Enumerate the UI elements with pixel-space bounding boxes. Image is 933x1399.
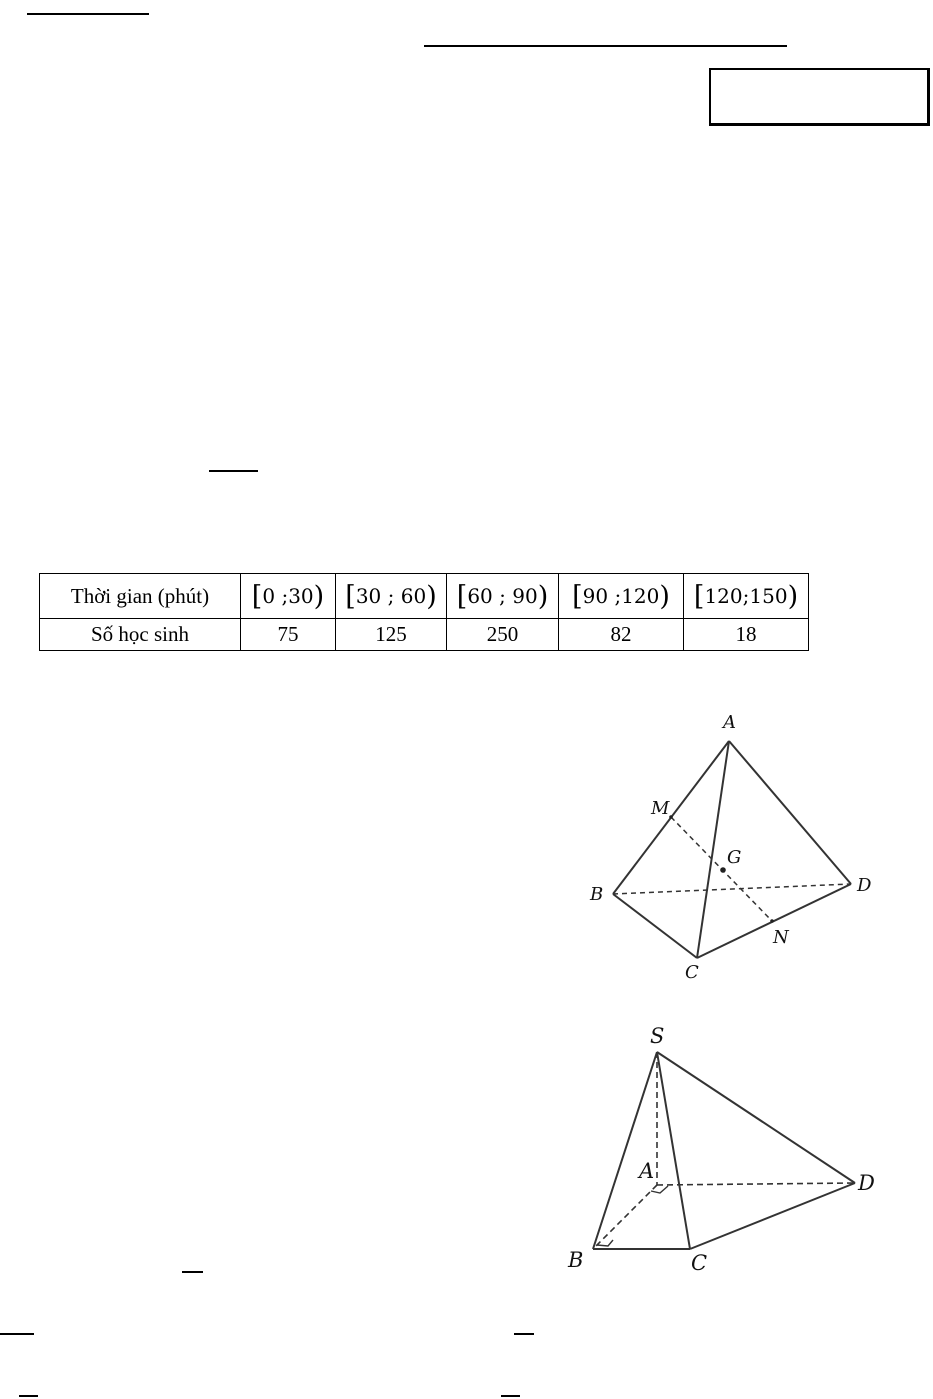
label-c: C xyxy=(691,1251,708,1275)
label-d: D xyxy=(857,875,872,896)
row-header-students: Số học sinh xyxy=(40,619,241,651)
edge-bd-hidden xyxy=(613,884,851,894)
edge-sb xyxy=(593,1052,657,1249)
label-c: C xyxy=(685,962,699,983)
edge-sc xyxy=(657,1052,690,1249)
point-m xyxy=(669,815,673,819)
edge-cd xyxy=(690,1183,855,1249)
point-n xyxy=(770,919,774,923)
count-cell: 125 xyxy=(336,619,447,651)
interval-cell: [120;150) xyxy=(684,574,809,619)
count-cell: 250 xyxy=(447,619,559,651)
interval-cell: [0 ;30) xyxy=(241,574,336,619)
edge-ac xyxy=(697,741,729,958)
interval-cell: [60 ; 90) xyxy=(447,574,559,619)
label-n: N xyxy=(773,927,789,948)
count-cell: 18 xyxy=(684,619,809,651)
interval-cell: [30 ; 60) xyxy=(336,574,447,619)
label-b: B xyxy=(590,884,604,905)
edge-ad xyxy=(729,741,851,884)
label-s: S xyxy=(650,1024,665,1048)
label-g: G xyxy=(727,847,742,868)
point-g xyxy=(720,867,726,873)
label-d: D xyxy=(858,1171,875,1195)
edge-ad-hidden xyxy=(657,1183,855,1185)
label-a: A xyxy=(639,1159,655,1183)
edge-bc xyxy=(613,894,697,958)
interval-cell: [90 ;120) xyxy=(559,574,684,619)
label-a: A xyxy=(723,712,736,733)
count-cell: 75 xyxy=(241,619,336,651)
label-m: M xyxy=(651,798,670,819)
pyramid-figure xyxy=(593,1052,855,1249)
count-cell: 82 xyxy=(559,619,684,651)
label-b: B xyxy=(568,1248,584,1272)
edge-sd xyxy=(657,1052,855,1183)
row-header-time: Thời gian (phút) xyxy=(40,574,241,619)
